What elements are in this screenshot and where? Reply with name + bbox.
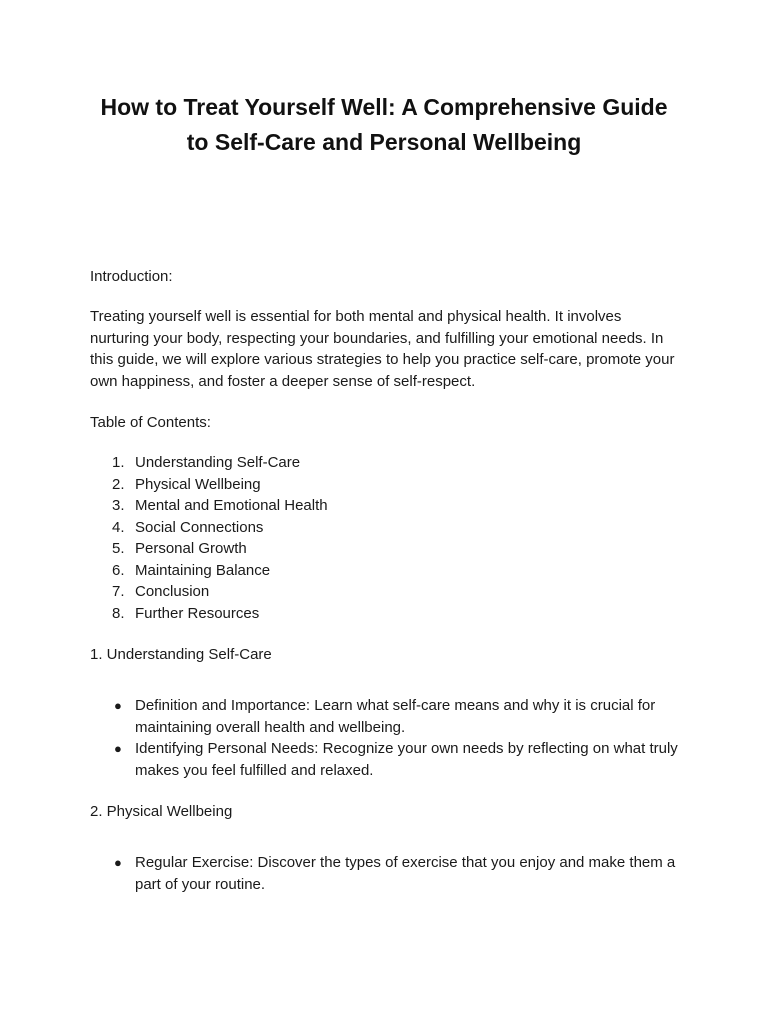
toc-item-label: Physical Wellbeing (135, 475, 261, 493)
toc-item (90, 581, 678, 603)
toc-item-label: Mental and Emotional Health (135, 497, 328, 514)
list-item-text: Regular Exercise: Discover the types of exercise that you enjoy and make them a part of your routine. (135, 854, 676, 893)
toc-item (90, 474, 678, 496)
toc-item-label: Conclusion (135, 583, 210, 600)
toc-item (90, 452, 678, 474)
toc-item-label: Understanding Self-Care (135, 454, 301, 471)
toc-item (90, 560, 678, 582)
list-item-text: Identifying Personal Needs: Recognize your own needs by reflecting on what truly makes you feel fulfilled and relaxed. (135, 740, 678, 779)
toc-item (90, 603, 678, 625)
toc-item-number: 2. (112, 475, 125, 493)
introduction-paragraph: Treating yourself well is essential for both mental and physical health. It involves nurturing your body, respecting your boundaries, and fulfilling your emotional needs. In this guide, we will explore various strategies to help you practice self-care, promote your own happiness, and foster a deeper sense of self-respect. (90, 308, 675, 390)
bullet-icon: ● (114, 855, 122, 870)
toc-item-number: 4. (112, 518, 125, 536)
toc-item-label: Maintaining Balance (135, 561, 271, 579)
document-title: How to Treat Yourself Well: A Comprehensive Guide to Self-Care and Personal Wellbeing (100, 94, 668, 155)
toc-item-number: 6. (112, 561, 125, 579)
table-of-contents-label: Table of Contents: (90, 414, 211, 431)
toc-item-number: 8. (112, 604, 125, 622)
bullet-icon: ● (114, 698, 122, 713)
introduction-label: Introduction: (90, 268, 173, 285)
toc-item-number: 7. (112, 583, 125, 600)
toc-item (90, 495, 678, 517)
toc-item-label: Further Resources (135, 604, 260, 622)
section-heading-understanding-self-care: 1. Understanding Self-Care (90, 646, 272, 663)
list-item (90, 695, 678, 738)
toc-item-number: 3. (112, 497, 125, 514)
toc-item-label: Social Connections (135, 518, 264, 536)
bullet-icon: ● (114, 741, 122, 756)
section-heading-physical-wellbeing: 2. Physical Wellbeing (90, 803, 233, 820)
toc-item-number: 5. (112, 540, 125, 557)
bullet-list (90, 695, 678, 781)
list-item (90, 852, 678, 895)
table-of-contents-list (90, 452, 678, 624)
toc-item (90, 517, 678, 539)
list-item (90, 738, 678, 781)
list-item-text: Definition and Importance: Learn what self-care means and why it is crucial for maintaining overall health and wellbeing. (135, 697, 656, 736)
toc-item (90, 538, 678, 560)
bullet-list (90, 852, 678, 895)
toc-item-number: 1. (112, 454, 125, 471)
toc-item-label: Personal Growth (135, 540, 247, 557)
